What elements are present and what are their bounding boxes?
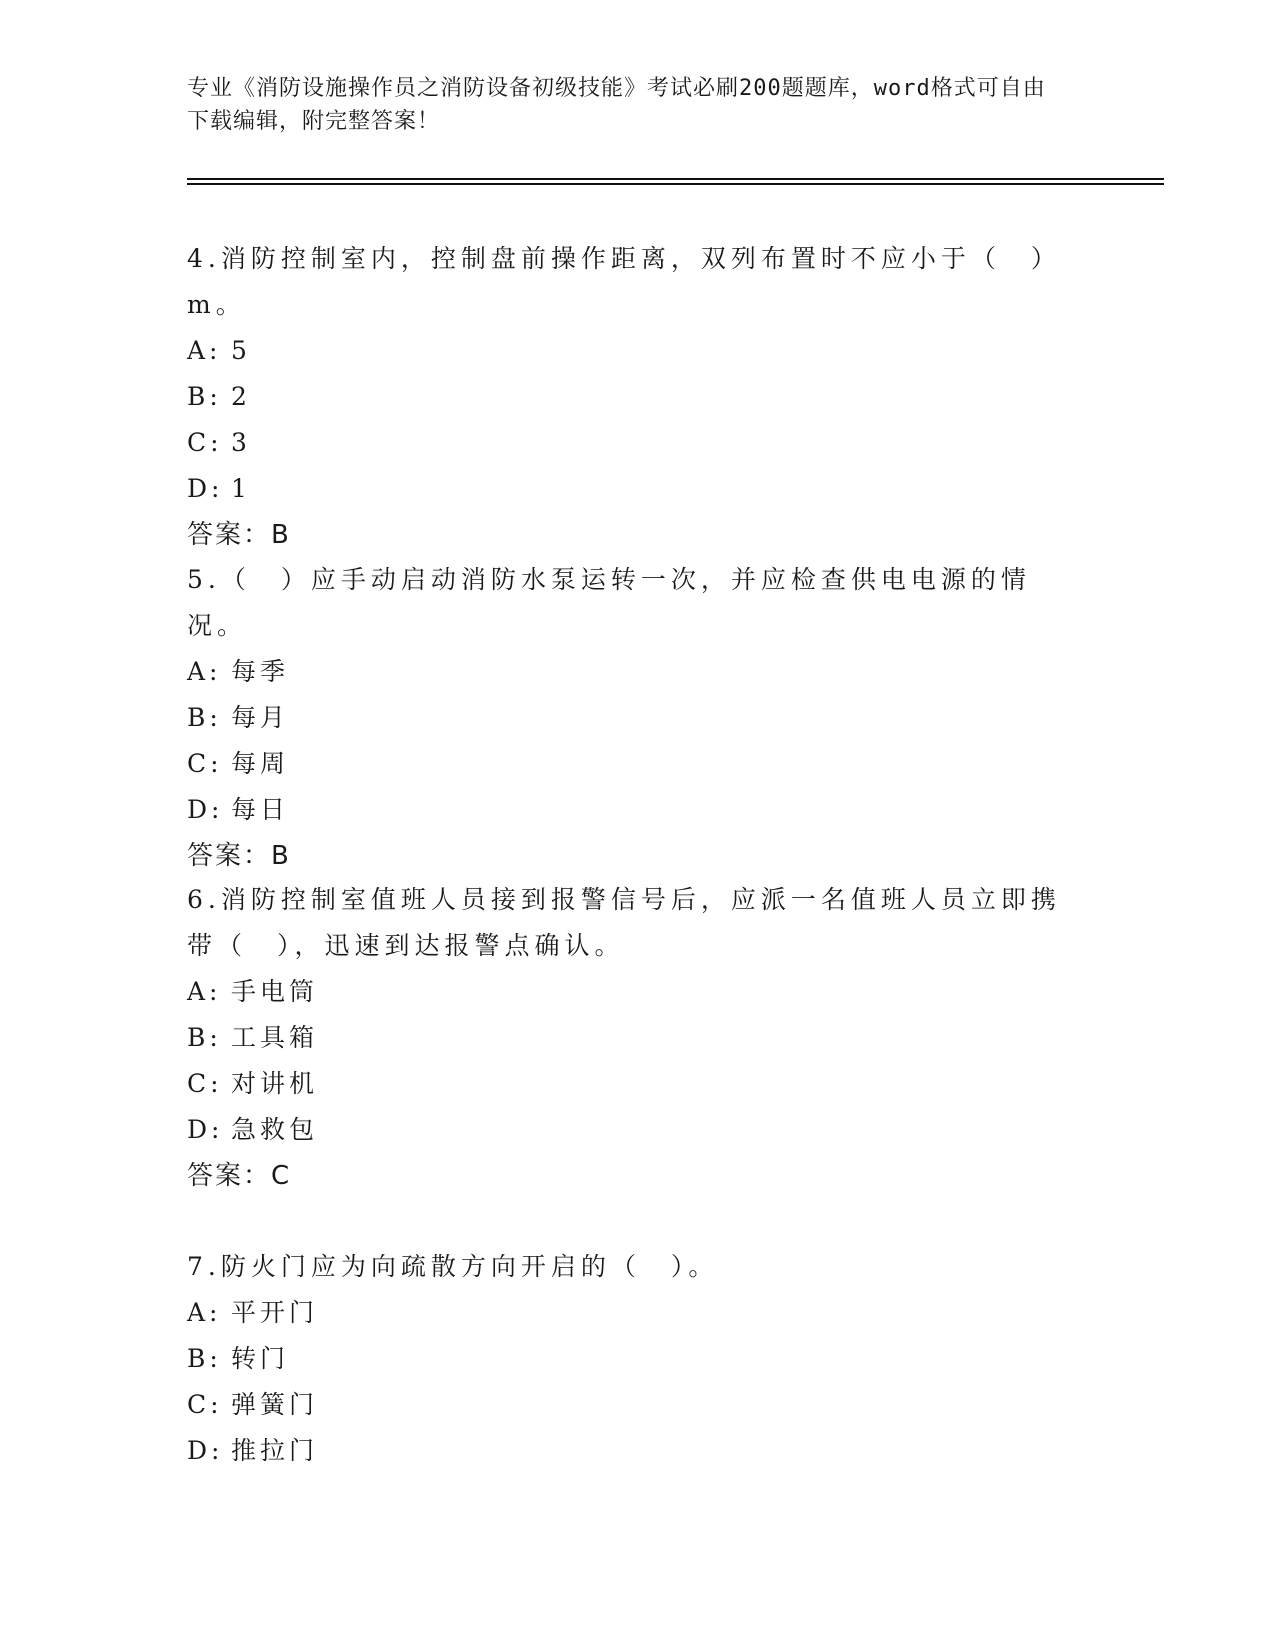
- option-c: [187, 1382, 1087, 1428]
- option-a: [187, 649, 1087, 695]
- option-key: B:: [187, 1023, 222, 1052]
- header-divider-top: [187, 178, 1164, 180]
- option-text: 平开门: [231, 1298, 319, 1327]
- option-text: 每月: [231, 703, 290, 732]
- option-key: C:: [187, 749, 223, 778]
- option-key: B:: [187, 382, 222, 411]
- option-key: C:: [187, 428, 223, 457]
- option-key: B:: [187, 703, 222, 732]
- option-a: [187, 969, 1087, 1015]
- option-text: 急救包: [231, 1115, 319, 1144]
- option-text: 对讲机: [231, 1069, 319, 1098]
- option-d: [187, 466, 1087, 512]
- option-a: [187, 328, 1087, 374]
- option-text: 转门: [231, 1344, 290, 1373]
- option-b: [187, 374, 1087, 420]
- option-b: [187, 695, 1087, 741]
- answer-line: 答案：C: [187, 1161, 292, 1191]
- option-key: D:: [187, 1115, 224, 1144]
- question-4: [187, 236, 1087, 557]
- option-b: [187, 1336, 1087, 1382]
- option-a: [187, 1290, 1087, 1336]
- option-key: C:: [187, 1069, 223, 1098]
- answer-line: 答案：B: [187, 520, 291, 550]
- option-text: 手电筒: [231, 977, 319, 1006]
- option-text: 每周: [231, 749, 290, 778]
- option-d: [187, 787, 1087, 833]
- question-text: 5.（ ）应手动启动消防水泵运转一次，并应检查供电电源的情况。: [187, 565, 1031, 640]
- option-key: A:: [187, 1298, 222, 1327]
- option-d: [187, 1107, 1087, 1153]
- option-key: C:: [187, 1390, 223, 1419]
- option-key: A:: [187, 977, 222, 1006]
- header-divider-bottom: [187, 183, 1164, 185]
- option-key: A:: [187, 336, 222, 365]
- option-d: [187, 1428, 1087, 1474]
- option-b: [187, 1015, 1087, 1061]
- option-key: A:: [187, 657, 222, 686]
- option-text: 3: [231, 428, 251, 457]
- option-text: 每日: [231, 795, 290, 824]
- option-text: 1: [231, 474, 251, 503]
- document-header: 专业《消防设施操作员之消防设备初级技能》考试必刷200题题库，word格式可自由下载编辑，附完整答案！: [187, 76, 1046, 134]
- question-6: [187, 877, 1087, 1198]
- option-text: 每季: [231, 657, 290, 686]
- option-text: 工具箱: [231, 1023, 319, 1052]
- option-c: [187, 420, 1087, 466]
- question-5: [187, 557, 1087, 878]
- option-text: 推拉门: [231, 1436, 319, 1465]
- option-text: 弹簧门: [231, 1390, 319, 1419]
- option-key: B:: [187, 1344, 222, 1373]
- option-text: 2: [231, 382, 251, 411]
- question-text: 4.消防控制室内，控制盘前操作距离，双列布置时不应小于（ ）m。: [187, 244, 1061, 319]
- option-key: D:: [187, 795, 224, 824]
- answer-line: 答案：B: [187, 841, 291, 871]
- question-text: 7.防火门应为向疏散方向开启的（ ）。: [187, 1252, 719, 1281]
- question-text: 6.消防控制室值班人员接到报警信号后，应派一名值班人员立即携带（ ），迅速到达报警点确认。: [187, 885, 1061, 960]
- option-c: [187, 741, 1087, 787]
- option-key: D:: [187, 1436, 224, 1465]
- question-7: [187, 1244, 1087, 1474]
- option-key: D:: [187, 474, 224, 503]
- option-c: [187, 1061, 1087, 1107]
- option-text: 5: [231, 336, 251, 365]
